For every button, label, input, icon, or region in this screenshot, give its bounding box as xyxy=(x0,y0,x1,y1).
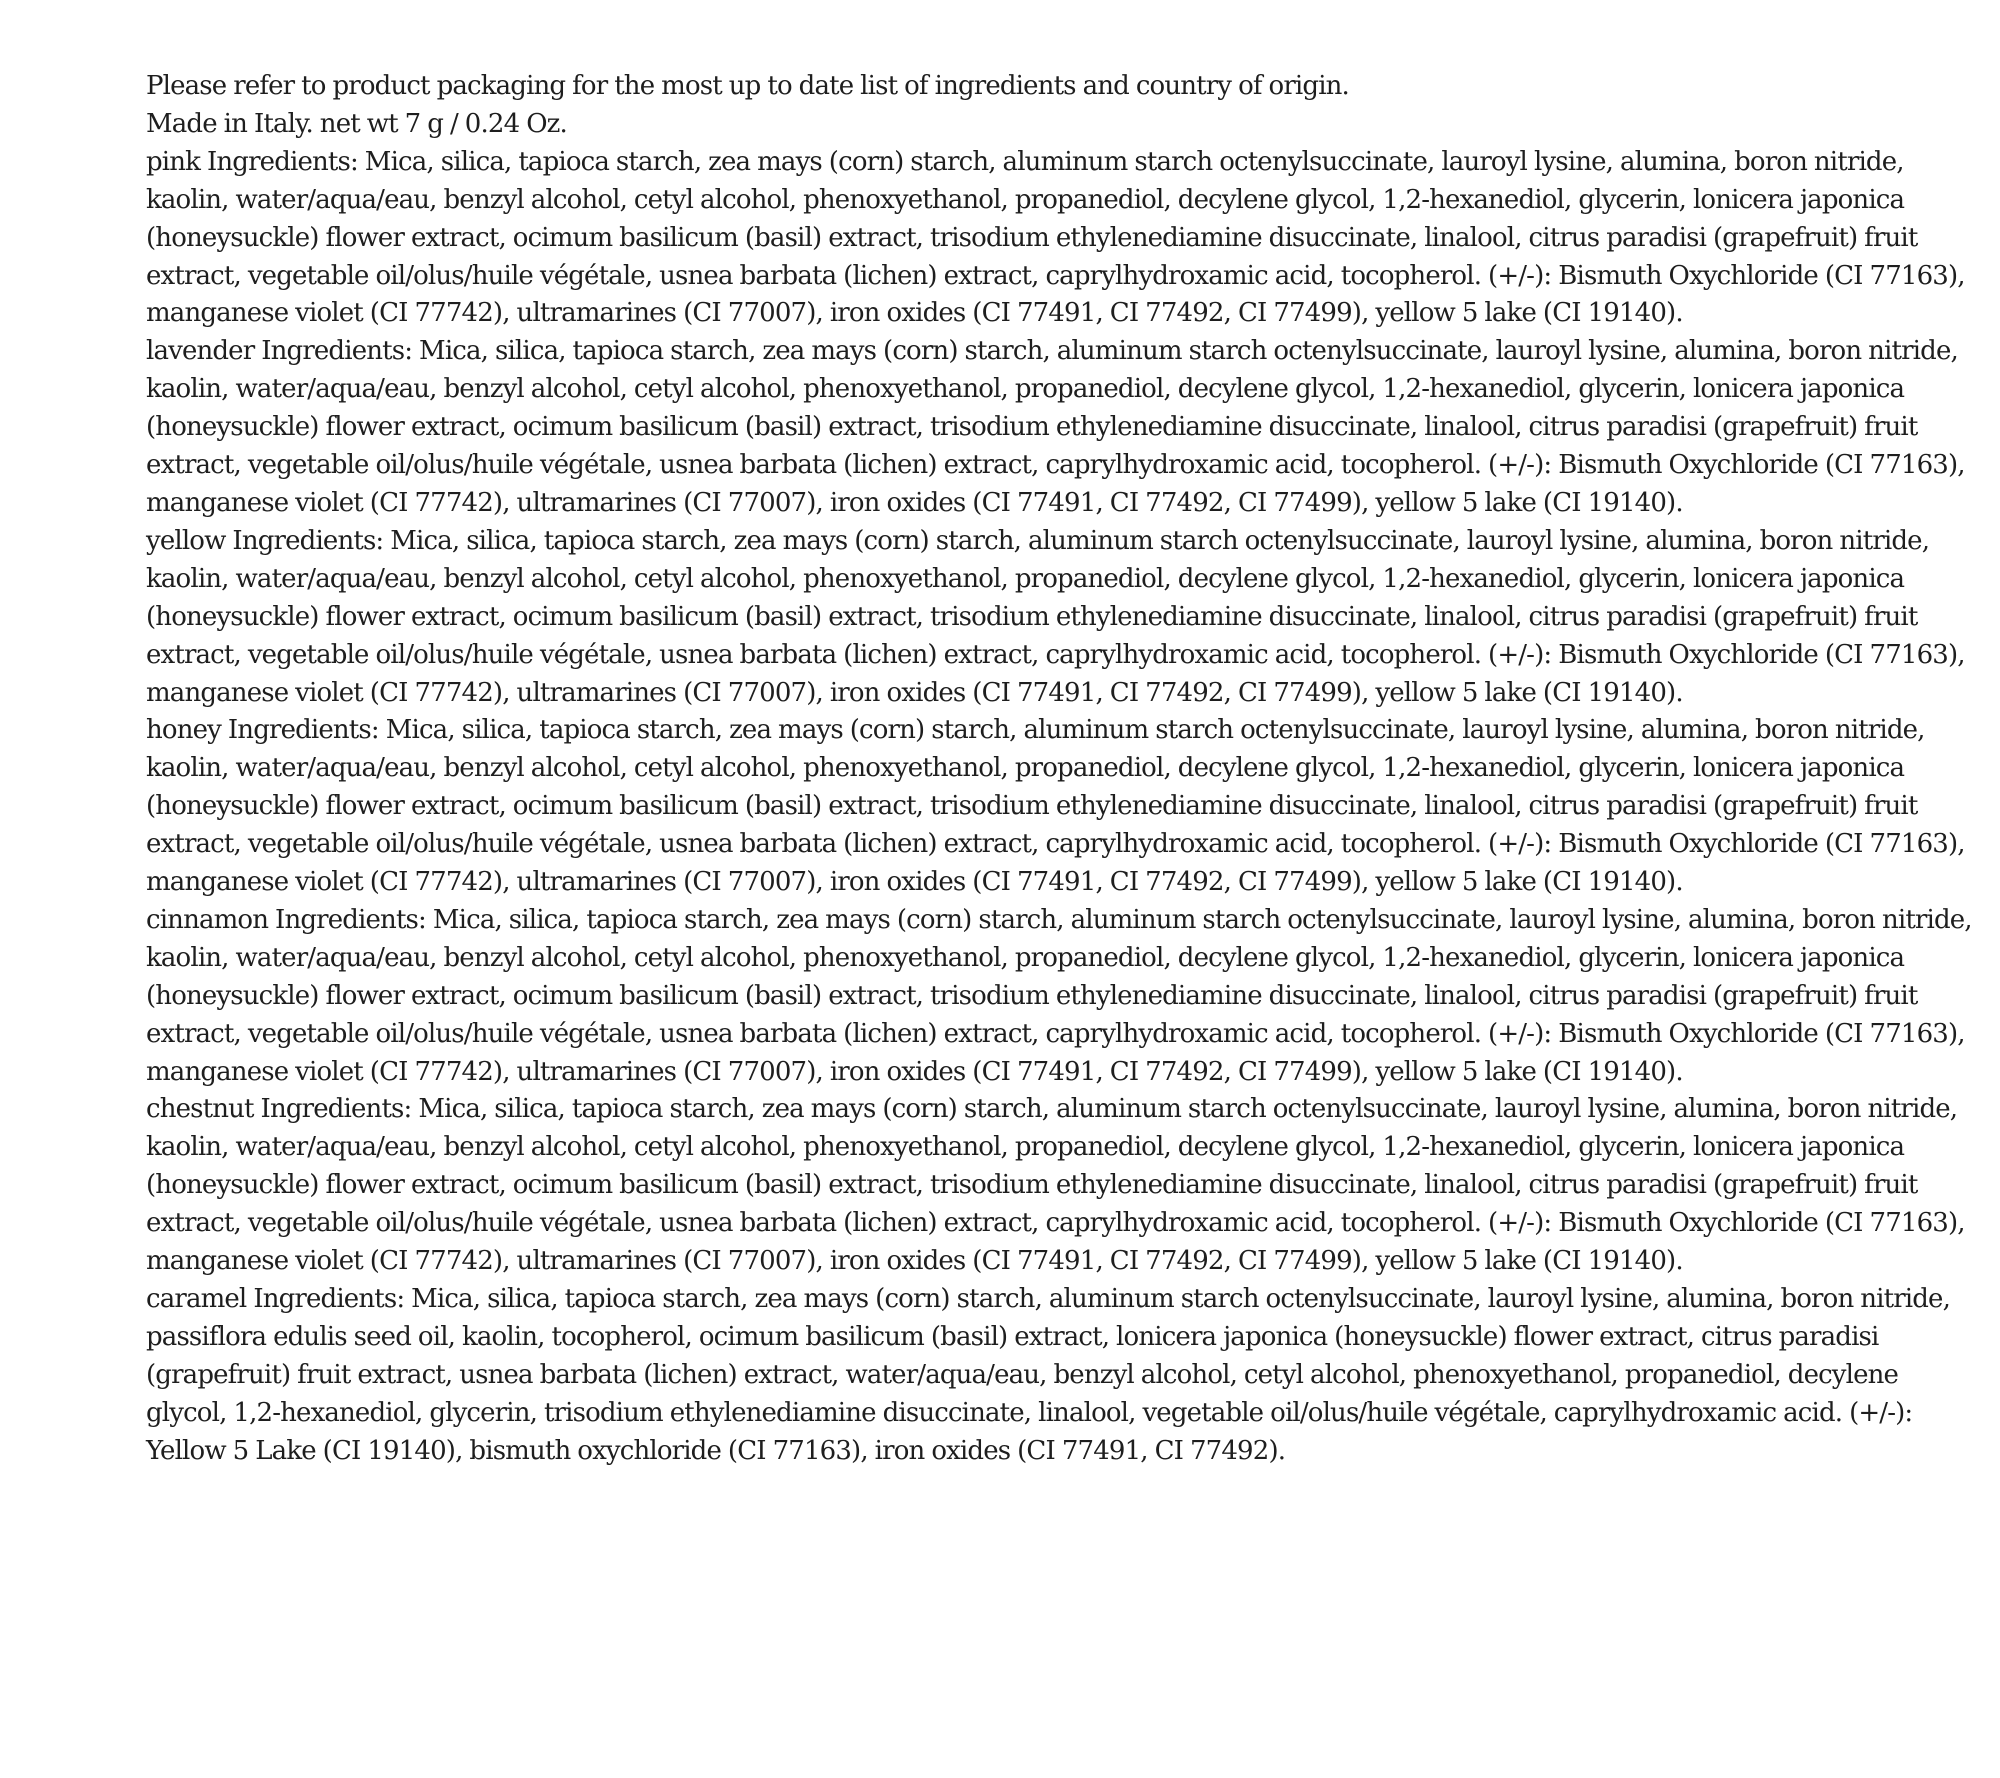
shade-ingredients-pink: pink Ingredients: Mica, silica, tapioca starch, zea mays (corn) starch, aluminum starch octenylsuccinate, lauroyl lysine, alumina, boron nitride, kaolin, water/aqua/eau, benzyl alcohol, cetyl alcohol, phenoxyethanol, propanediol, decylene glycol, 1,2-hexanediol, glycerin, lonicera japonica (honeysuckle) flower extract, ocimum basilicum (basil) extract, trisodium ethylenediamine disuccinate, linalool, citrus paradisi (grapefruit) fruit extract, vegetable oil/olus/huile végétale, usnea barbata (lichen) extract, caprylhydroxamic acid, tocopherol. (+/-): Bismuth Oxychloride (CI 77163), manganese violet (CI 77742), ultramarines (CI 77007), iron oxides (CI 77491, CI 77492, CI 77499), yellow 5 lake (CI 19140). xyxy=(146,146,1965,329)
shade-ingredients-yellow: yellow Ingredients: Mica, silica, tapioca starch, zea mays (corn) starch, aluminum starch octenylsuccinate, lauroyl lysine, alumina, boron nitride, kaolin, water/aqua/eau, benzyl alcohol, cetyl alcohol, phenoxyethanol, propanediol, decylene glycol, 1,2-hexanediol, glycerin, lonicera japonica (honeysuckle) flower extract, ocimum basilicum (basil) extract, trisodium ethylenediamine disuccinate, linalool, citrus paradisi (grapefruit) fruit extract, vegetable oil/olus/huile végétale, usnea barbata (lichen) extract, caprylhydroxamic acid, tocopherol. (+/-): Bismuth Oxychloride (CI 77163), manganese violet (CI 77742), ultramarines (CI 77007), iron oxides (CI 77491, CI 77492, CI 77499), yellow 5 lake (CI 19140). xyxy=(146,525,1965,708)
shade-ingredients-chestnut: chestnut Ingredients: Mica, silica, tapioca starch, zea mays (corn) starch, aluminum starch octenylsuccinate, lauroyl lysine, alumina, boron nitride, kaolin, water/aqua/eau, benzyl alcohol, cetyl alcohol, phenoxyethanol, propanediol, decylene glycol, 1,2-hexanediol, glycerin, lonicera japonica (honeysuckle) flower extract, ocimum basilicum (basil) extract, trisodium ethylenediamine disuccinate, linalool, citrus paradisi (grapefruit) fruit extract, vegetable oil/olus/huile végétale, usnea barbata (lichen) extract, caprylhydroxamic acid, tocopherol. (+/-): Bismuth Oxychloride (CI 77163), manganese violet (CI 77742), ultramarines (CI 77007), iron oxides (CI 77491, CI 77492, CI 77499), yellow 5 lake (CI 19140). xyxy=(146,1094,1965,1277)
shade-ingredients-cinnamon: cinnamon Ingredients: Mica, silica, tapioca starch, zea mays (corn) starch, aluminum starch octenylsuccinate, lauroyl lysine, alumina, boron nitride, kaolin, water/aqua/eau, benzyl alcohol, cetyl alcohol, phenoxyethanol, propanediol, decylene glycol, 1,2-hexanediol, glycerin, lonicera japonica (honeysuckle) flower extract, ocimum basilicum (basil) extract, trisodium ethylenediamine disuccinate, linalool, citrus paradisi (grapefruit) fruit extract, vegetable oil/olus/huile végétale, usnea barbata (lichen) extract, caprylhydroxamic acid, tocopherol. (+/-): Bismuth Oxychloride (CI 77163), manganese violet (CI 77742), ultramarines (CI 77007), iron oxides (CI 77491, CI 77492, CI 77499), yellow 5 lake (CI 19140). xyxy=(146,904,1972,1087)
packaging-notice: Please refer to product packaging for the most up to date list of ingredients and country of origin. xyxy=(146,71,1349,101)
ingredients-document xyxy=(146,68,1980,1471)
shade-ingredients-lavender: lavender Ingredients: Mica, silica, tapioca starch, zea mays (corn) starch, aluminum starch octenylsuccinate, lauroyl lysine, alumina, boron nitride, kaolin, water/aqua/eau, benzyl alcohol, cetyl alcohol, phenoxyethanol, propanediol, decylene glycol, 1,2-hexanediol, glycerin, lonicera japonica (honeysuckle) flower extract, ocimum basilicum (basil) extract, trisodium ethylenediamine disuccinate, linalool, citrus paradisi (grapefruit) fruit extract, vegetable oil/olus/huile végétale, usnea barbata (lichen) extract, caprylhydroxamic acid, tocopherol. (+/-): Bismuth Oxychloride (CI 77163), manganese violet (CI 77742), ultramarines (CI 77007), iron oxides (CI 77491, CI 77492, CI 77499), yellow 5 lake (CI 19140). xyxy=(146,336,1965,518)
shade-ingredients-honey: honey Ingredients: Mica, silica, tapioca starch, zea mays (corn) starch, aluminum starch octenylsuccinate, lauroyl lysine, alumina, boron nitride, kaolin, water/aqua/eau, benzyl alcohol, cetyl alcohol, phenoxyethanol, propanediol, decylene glycol, 1,2-hexanediol, glycerin, lonicera japonica (honeysuckle) flower extract, ocimum basilicum (basil) extract, trisodium ethylenediamine disuccinate, linalool, citrus paradisi (grapefruit) fruit extract, vegetable oil/olus/huile végétale, usnea barbata (lichen) extract, caprylhydroxamic acid, tocopherol. (+/-): Bismuth Oxychloride (CI 77163), manganese violet (CI 77742), ultramarines (CI 77007), iron oxides (CI 77491, CI 77492, CI 77499), yellow 5 lake (CI 19140). xyxy=(146,715,1965,898)
origin-net-weight: Made in Italy. net wt 7 g / 0.24 Oz. xyxy=(146,108,567,139)
shade-ingredients-caramel: caramel Ingredients: Mica, silica, tapioca starch, zea mays (corn) starch, aluminum starch octenylsuccinate, lauroyl lysine, alumina, boron nitride, passiflora edulis seed oil, kaolin, tocopherol, ocimum basilicum (basil) extract, lonicera japonica (honeysuckle) flower extract, citrus paradisi (grapefruit) fruit extract, usnea barbata (lichen) extract, water/aqua/eau, benzyl alcohol, cetyl alcohol, phenoxyethanol, propanediol, decylene glycol, 1,2-hexanediol, glycerin, trisodium ethylenediamine disuccinate, linalool, vegetable oil/olus/huile végétale, caprylhydroxamic acid. (+/-): Yellow 5 Lake (CI 19140), bismuth oxychloride (CI 77163), iron oxides (CI 77491, CI 77492). xyxy=(146,1284,1950,1466)
